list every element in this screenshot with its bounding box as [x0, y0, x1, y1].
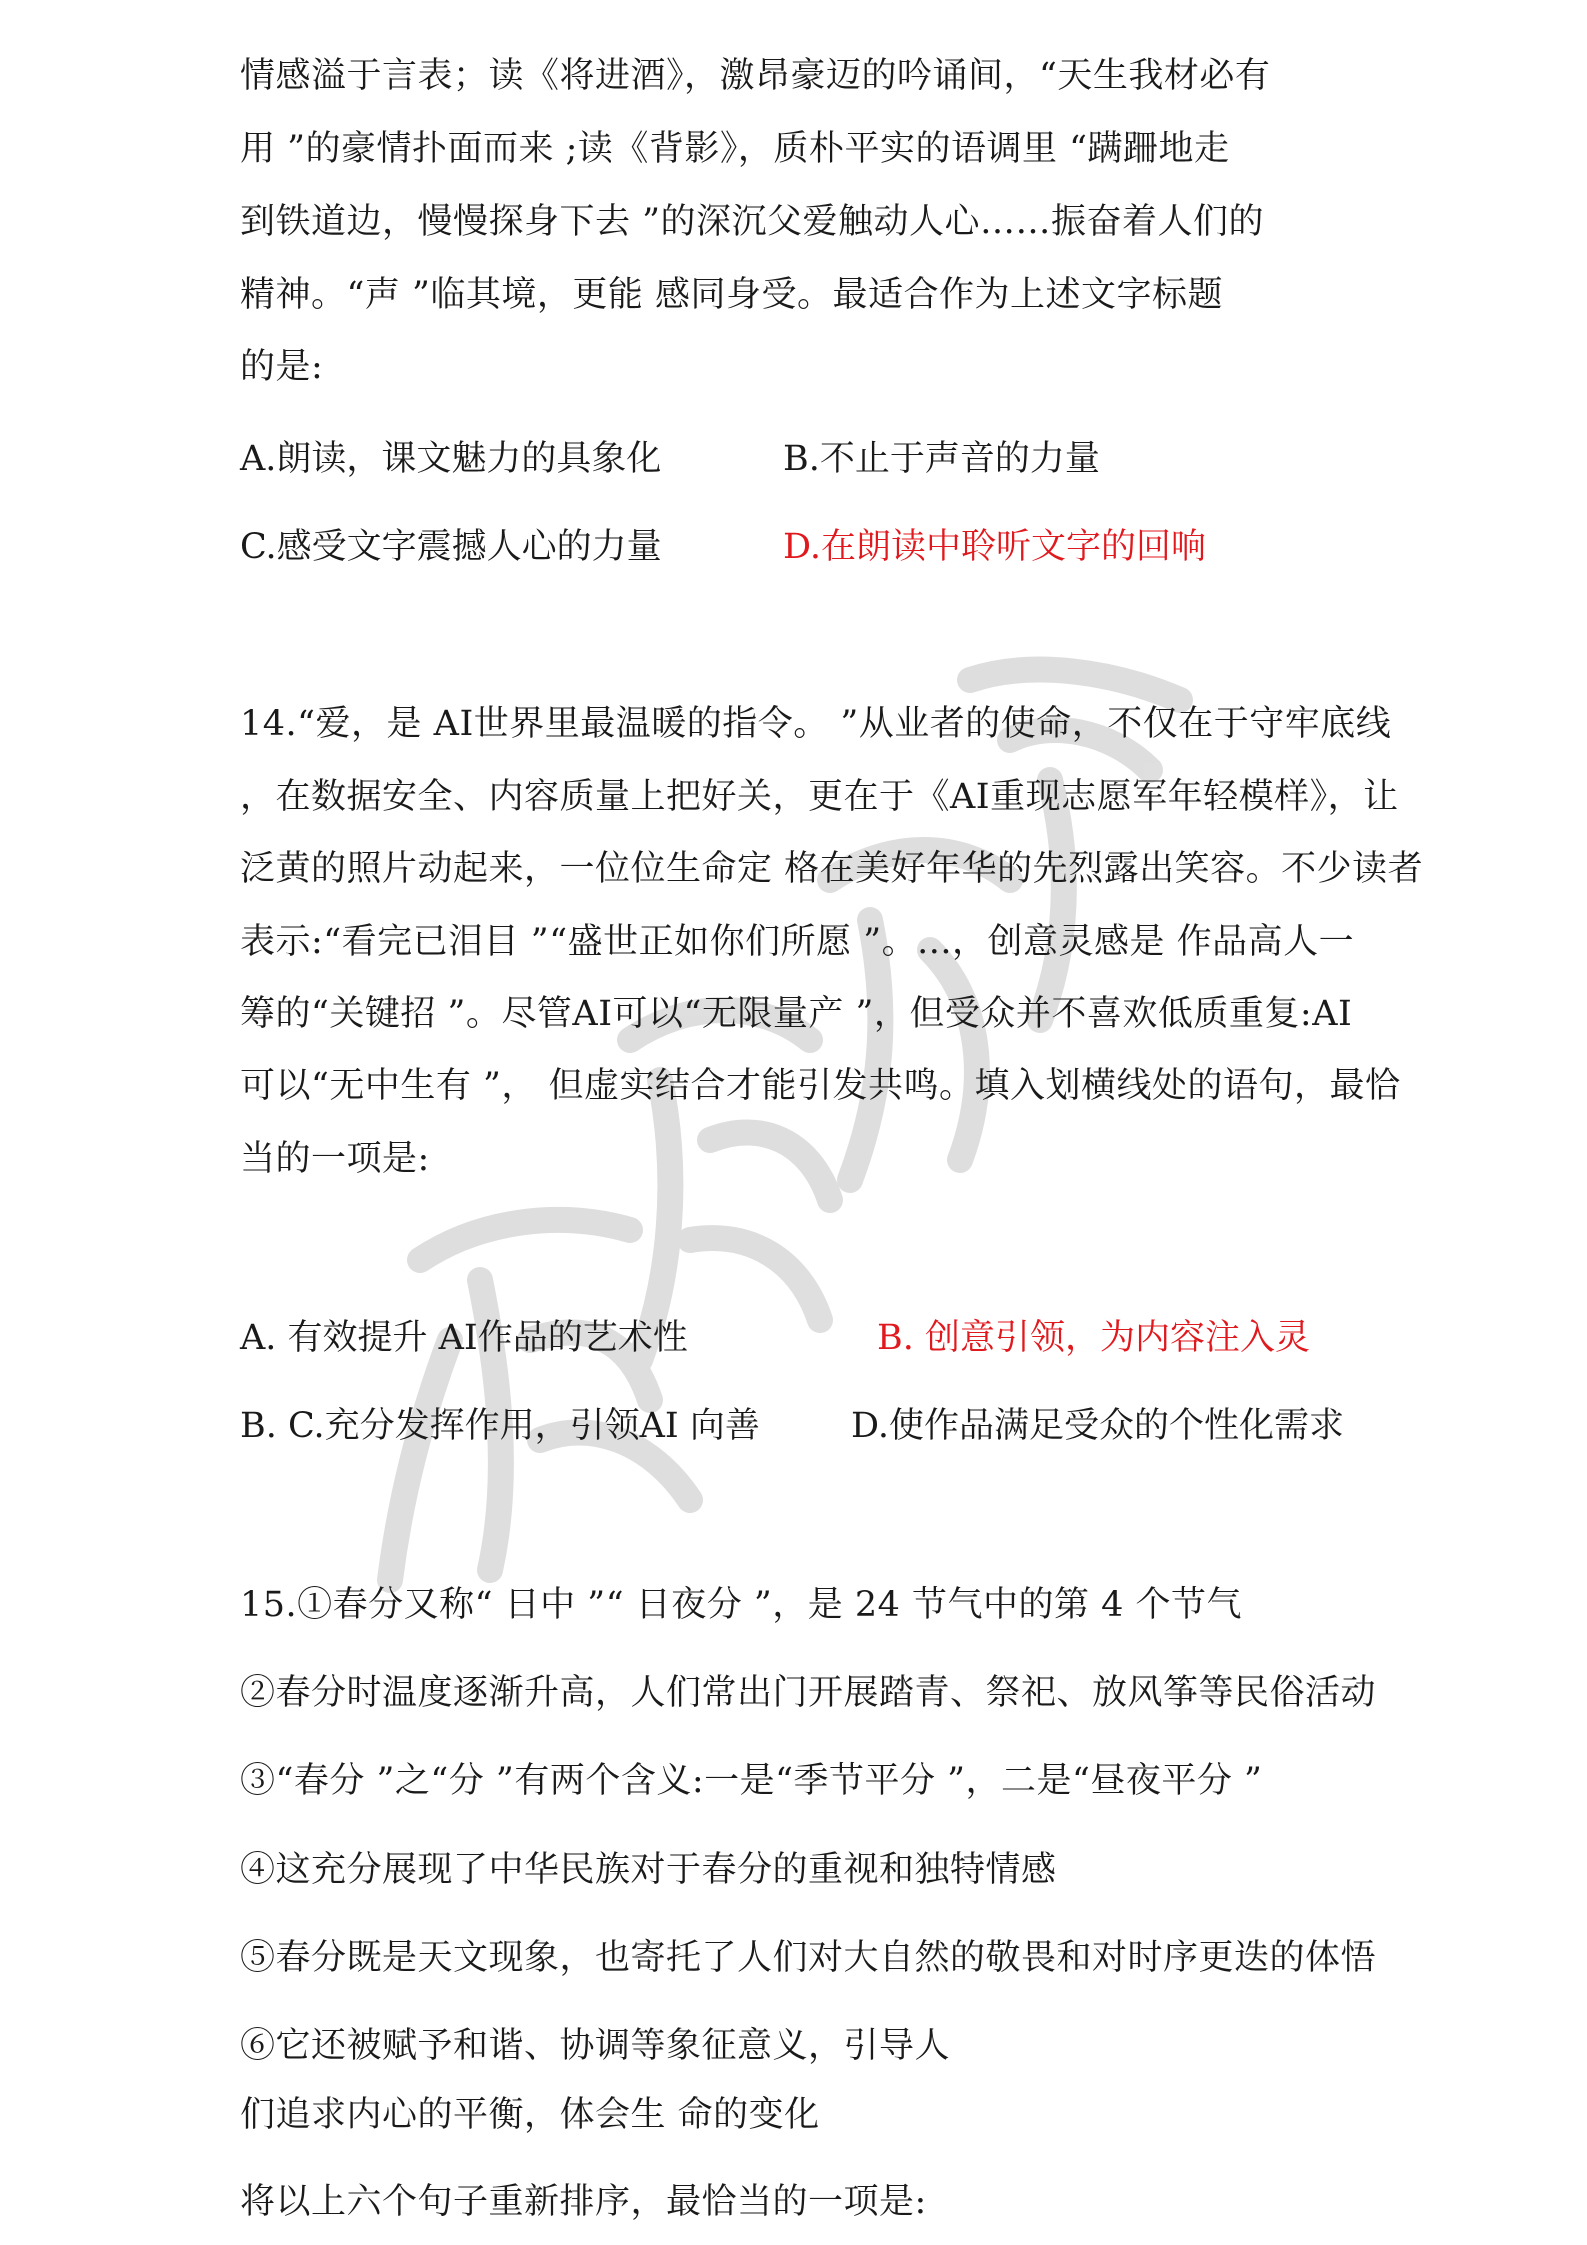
- q15-sentence-6a: ⑥它还被赋予和谐、协调等象征意义，引导人: [240, 2026, 951, 2066]
- q14-option-b-answer: B. 创意引领，为内容注入灵: [877, 1318, 1310, 1358]
- q15-sentence-3: ③“春分 ”之“分 ”有两个含义:一是“季节平分 ”，二是“昼夜平分 ”: [240, 1761, 1263, 1801]
- q15-sentence-1: 15.①春分又称“ 日中 ”“ 日夜分 ”，是 24 节气中的第 4 个节气: [240, 1585, 1243, 1625]
- q14-text-line-1: 14.“爱，是 AI世界里最温暖的指令。 ”从业者的使命，不仅在于守牢底线: [240, 704, 1392, 744]
- q14-option-a: A. 有效提升 AI作品的艺术性: [240, 1318, 688, 1358]
- q15-prompt: 将以上六个句子重新排序，最恰当的一项是:: [240, 2182, 927, 2222]
- q15-sentence-2: ②春分时温度逐渐升高，人们常出门开展踏青、祭祀、放风筝等民俗活动: [240, 1673, 1377, 1713]
- q14-text-line-4: 表示:“看完已泪目 ”“盛世正如你们所愿 ”。...，创意灵感是 作品高人一: [240, 922, 1355, 962]
- q13-text-line-1: 情感溢于言表；读《将进酒》，激昂豪迈的吟诵间，“天生我材必有: [240, 56, 1271, 96]
- q13-text-line-5: 的是:: [240, 347, 324, 387]
- q13-option-c: C.感受文字震撼人心的力量: [240, 527, 662, 567]
- q14-text-line-5: 筹的“关键招 ”。尽管AI可以“无限量产 ”，但受众并不喜欢低质重复:AI: [240, 994, 1353, 1034]
- q13-option-b: B.不止于声音的力量: [783, 439, 1100, 479]
- q13-text-line-2: 用 ”的豪情扑面而来 ;读《背影》，质朴平实的语调里 “蹒跚地走: [240, 129, 1230, 169]
- q15-sentence-4: ④这充分展现了中华民族对于春分的重视和独特情感: [240, 1850, 1057, 1890]
- q14-text-line-2: ，在数据安全、内容质量上把好关，更在于《AI重现志愿军年轻模样》，让: [240, 777, 1399, 817]
- q14-option-row2: B. C.充分发挥作用，引领AI 向善: [240, 1406, 760, 1446]
- q13-text-line-4: 精神。“声 ”临其境，更能 感同身受。最适合作为上述文字标题: [240, 275, 1224, 315]
- q14-text-line-6: 可以“无中生有 ”， 但虚实结合才能引发共鸣。填入划横线处的语句，最恰: [240, 1066, 1401, 1106]
- q13-option-d-answer: D.在朗读中聆听文字的回响: [783, 527, 1206, 567]
- q14-text-line-3: 泛黄的照片动起来，一位位生命定 格在美好年华的先烈露出笑容。不少读者: [240, 849, 1424, 889]
- q15-sentence-6b: 们追求内心的平衡，体会生 命的变化: [240, 2095, 820, 2135]
- watermark-calligraphy: [330, 620, 1230, 1620]
- q15-sentence-5: ⑤春分既是天文现象，也寄托了人们对大自然的敬畏和对时序更迭的体悟: [240, 1938, 1377, 1978]
- q14-text-line-7: 当的一项是:: [240, 1139, 430, 1179]
- q13-option-a: A.朗读，课文魅力的具象化: [240, 439, 662, 479]
- q13-text-line-3: 到铁道边，慢慢探身下去 ”的深沉父爱触动人心……振奋着人们的: [240, 202, 1265, 242]
- q14-option-d: D.使作品满足受众的个性化需求: [851, 1406, 1344, 1446]
